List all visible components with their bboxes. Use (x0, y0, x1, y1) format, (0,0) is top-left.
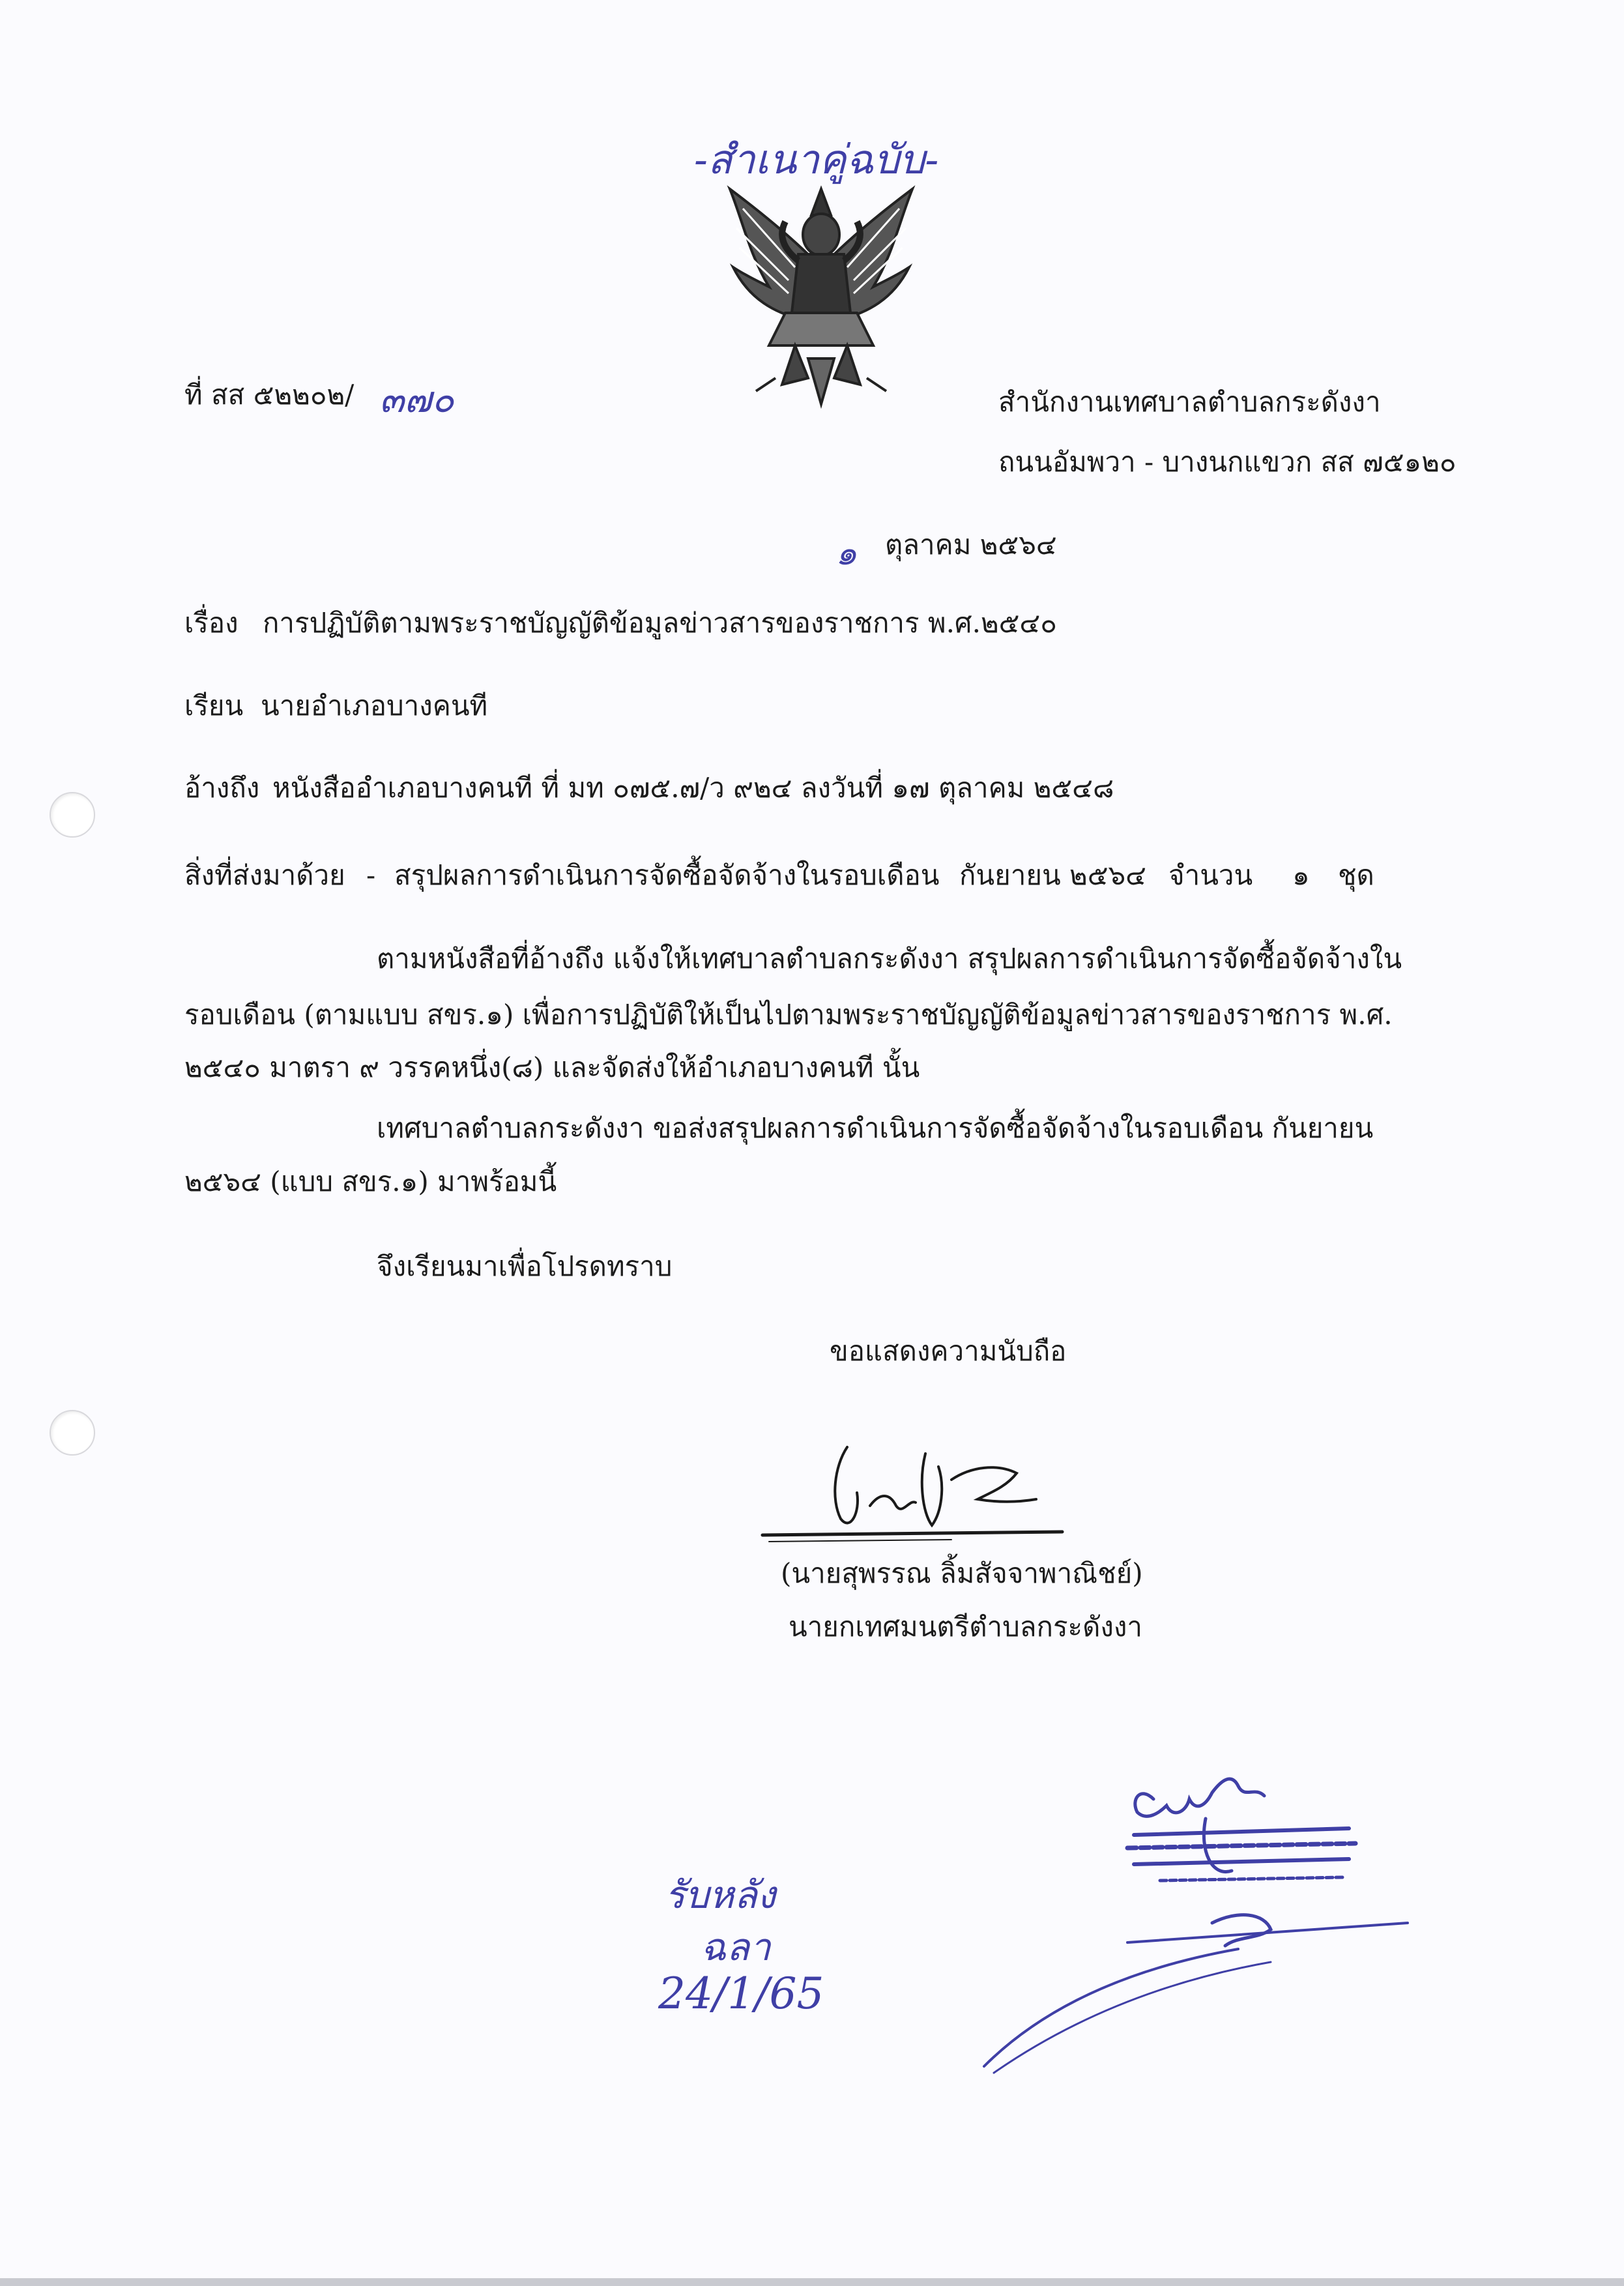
enclosure-unit: ชุด (1338, 859, 1374, 891)
subject-label: เรื่อง (184, 607, 239, 639)
scan-bottom-edge (0, 2278, 1624, 2286)
enclosure-month: กันยายน ๒๕๖๔ (959, 859, 1146, 891)
received-date: 24/1/65 (658, 1969, 824, 2019)
enclosure-qty: ๑ (1292, 859, 1310, 891)
enclosure-text: สรุปผลการดำเนินการจัดซื้อจัดจ้างในรอบเดือน (394, 859, 940, 891)
closing-text: จึงเรียนมาเพื่อโปรดทราบ (377, 1250, 673, 1282)
addressee-text: นายอำเภอบางคนที (261, 690, 488, 722)
body-p1-line2: รอบเดือน (ตามแบบ สขร.๑) เพื่อการปฏิบัติให้เป็นไปตามพระราชบัญญัติข้อมูลข่าวสารของราชการ พ.ศ. (184, 999, 1393, 1031)
body-p2-line2: ๒๕๖๔ (แบบ สขร.๑) มาพร้อมนี้ (184, 1165, 557, 1197)
enclosure-label: สิ่งที่ส่งมาด้วย (184, 859, 345, 891)
salutation: ขอแสดงความนับถือ (830, 1335, 1067, 1367)
body-p1-line3: ๒๕๔๐ มาตรา ๙ วรรคหนึ่ง(๘) และจัดส่งให้อำเภอบางคนที นั้น (184, 1051, 920, 1083)
body-p2-line1: เทศบาลตำบลกระดังงา ขอส่งสรุปผลการดำเนินการจัดซื้อจัดจ้างในรอบเดือน กันยายน (377, 1112, 1374, 1144)
secrecy-mark: -สำเนาคู่ฉบับ- (694, 136, 939, 183)
subject-text: การปฏิบัติตามพระราชบัญญัติข้อมูลข่าวสารของราชการ พ.ศ.๒๕๔๐ (263, 607, 1057, 639)
office-name: สำนักงานเทศบาลตำบลกระดังงา (998, 386, 1381, 418)
garuda-emblem-icon (717, 183, 925, 411)
signer-name: (นายสุพรรณ ลิ้มสัจจาพาณิชย์) (781, 1557, 1143, 1589)
body-p1-line1: ตามหนังสือที่อ้างถึง แจ้งให้เทศบาลตำบลกระดังงา สรุปผลการดำเนินการจัดซื้อจัดจ้างใน (377, 943, 1402, 974)
office-address: ถนนอัมพวา - บางนกแขวก สส ๗๕๑๒๐ (998, 446, 1457, 478)
document-number: ที่ สส ๕๒๒๐๒/ (184, 379, 355, 411)
signer-position: นายกเทศมนตรีตำบลกระดังงา (789, 1611, 1142, 1643)
punch-hole-bottom (50, 1410, 95, 1456)
signature-mark (756, 1428, 1069, 1558)
punch-hole-top (50, 792, 95, 838)
addressee-label: เรียน (184, 690, 244, 722)
date-day-handwritten: ๑ (835, 534, 858, 573)
document-number-handwritten: ๓๗๐ (379, 379, 454, 421)
reference-text: หนังสืออำเภอบางคนที ที่ มท ๐๗๕.๗/ว ๙๒๔ ลงวันที่ ๑๗ ตุลาคม ๒๕๔๘ (272, 772, 1114, 804)
document-date: ตุลาคม ๒๕๖๔ (885, 529, 1057, 561)
enclosure-dash: - (366, 859, 376, 891)
handwritten-initials-mark (964, 1760, 1434, 2086)
reference-label: อ้างถึง (184, 772, 260, 804)
received-note: รับหลัง (665, 1873, 776, 1917)
received-initials: ฉลา (701, 1925, 771, 1969)
enclosure-qty-label: จำนวน (1168, 859, 1253, 891)
